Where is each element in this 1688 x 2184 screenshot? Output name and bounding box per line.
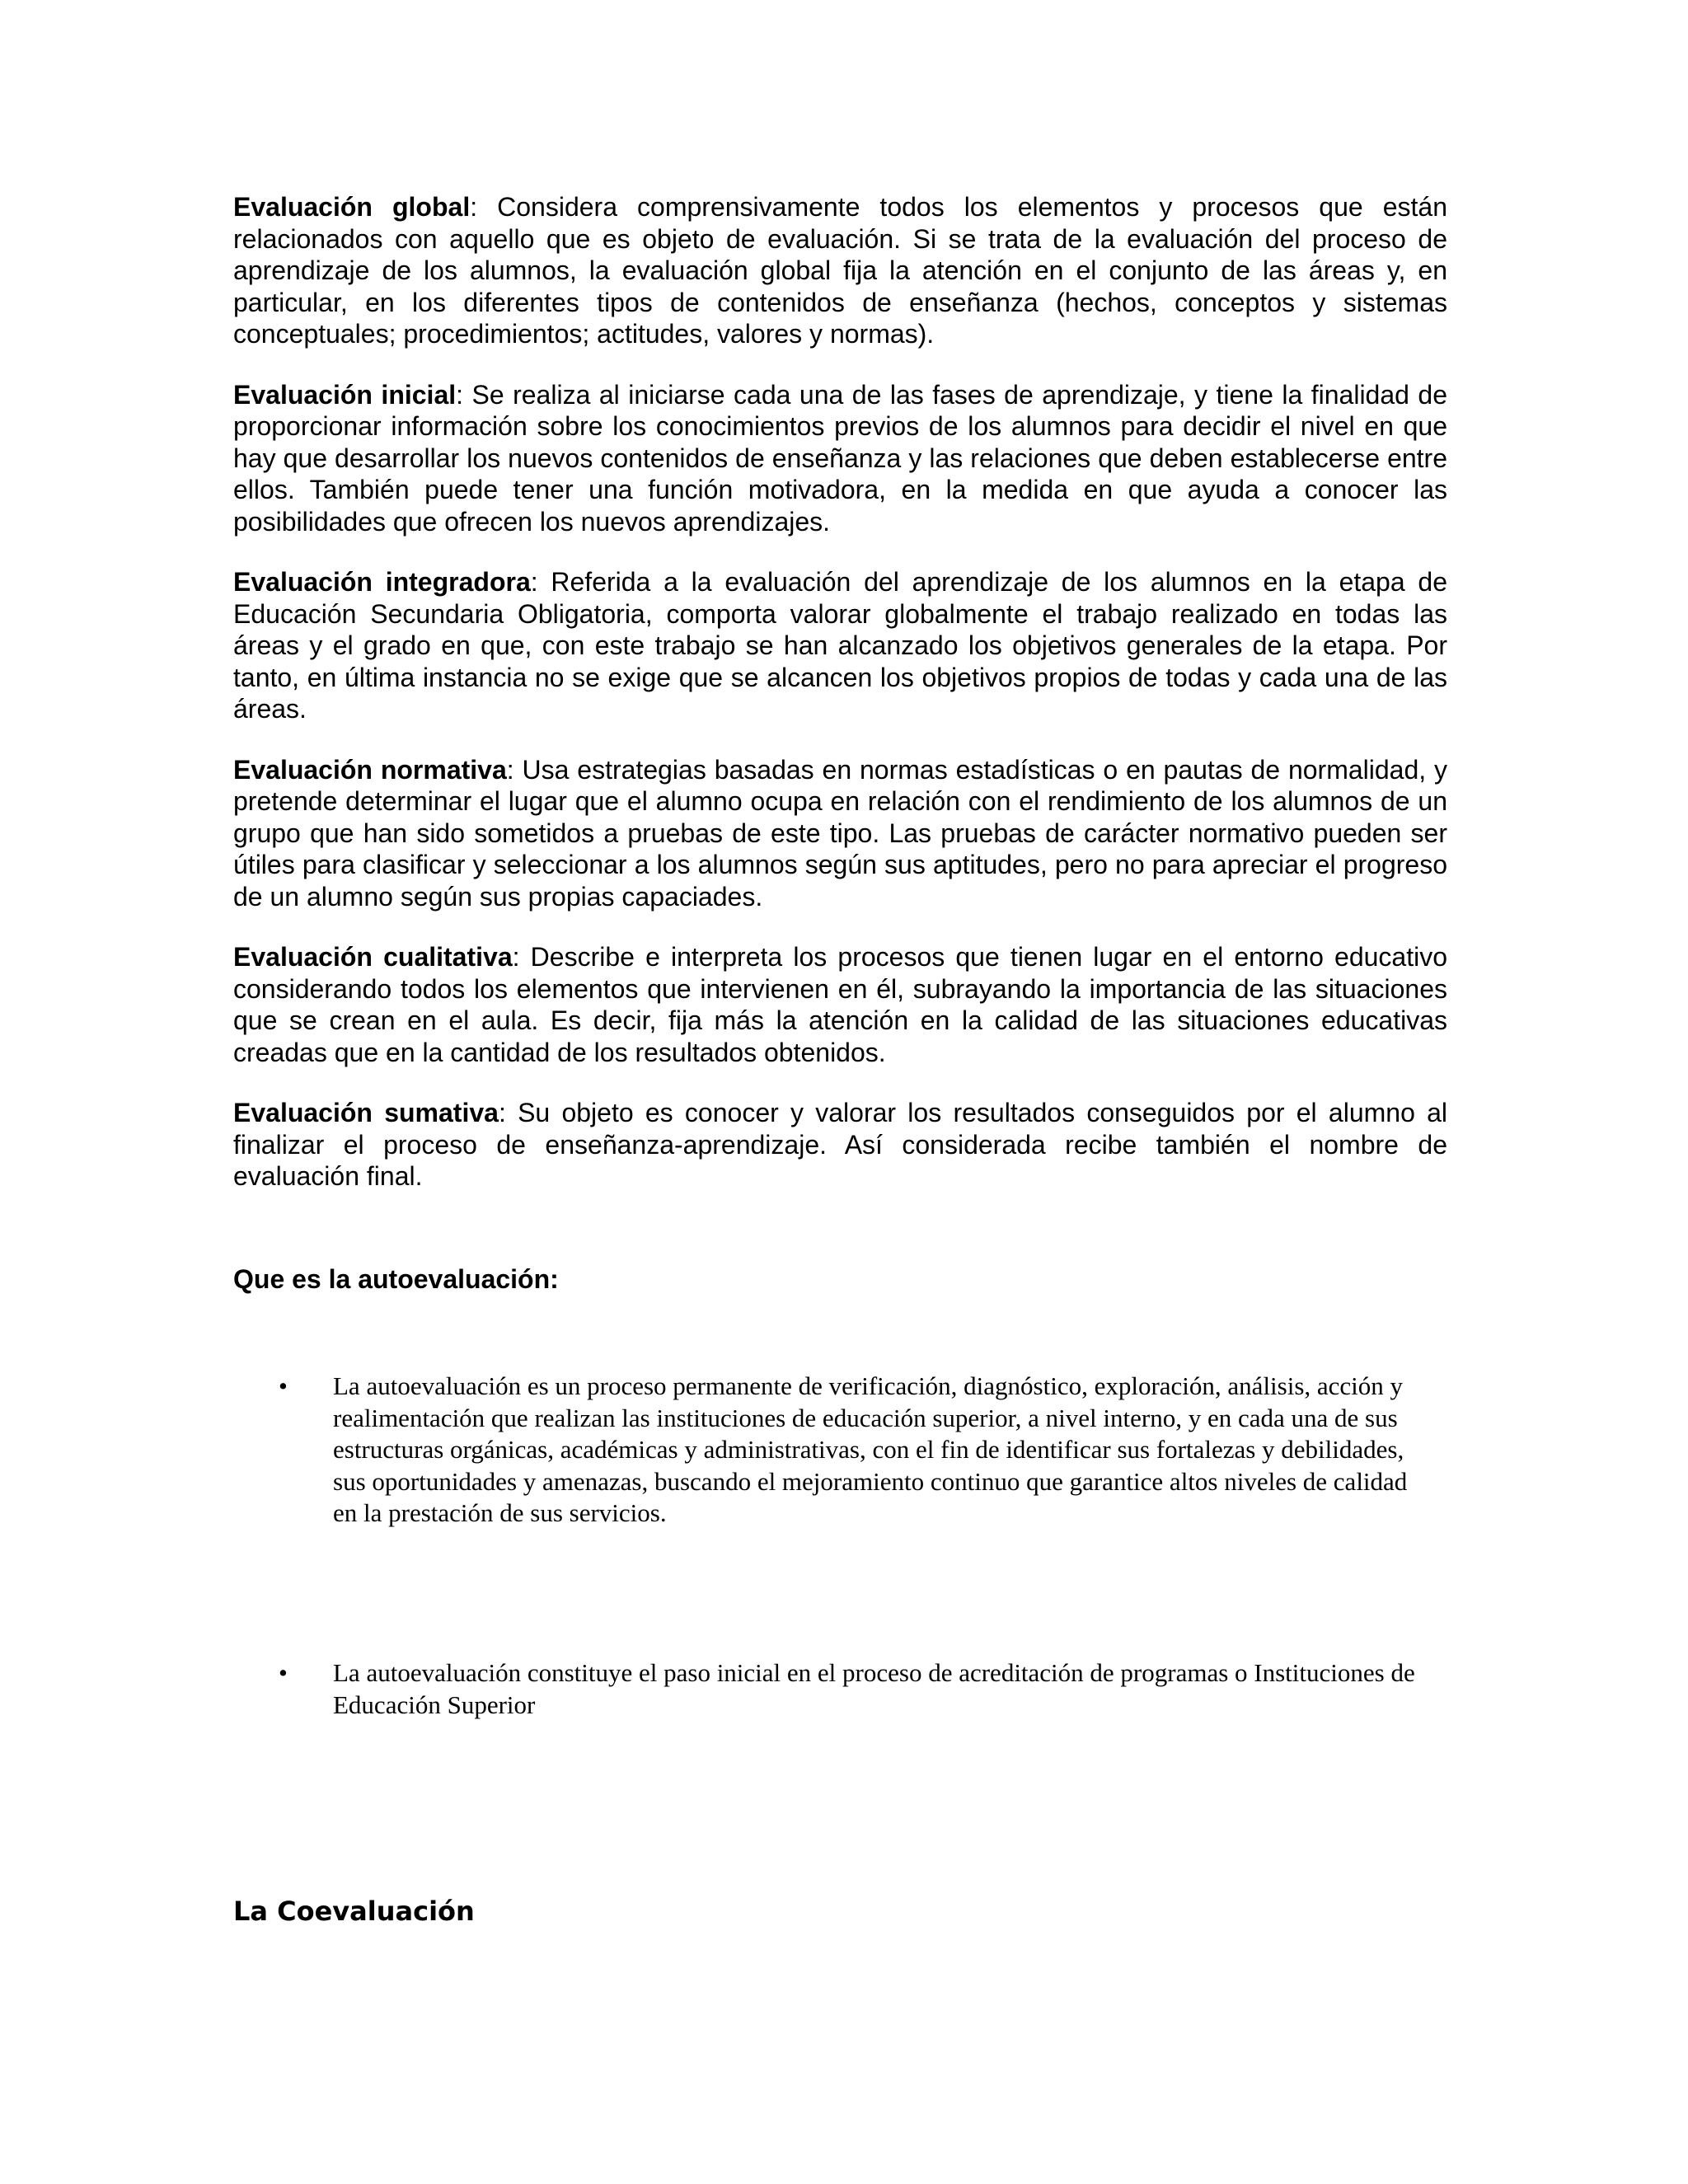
definition-term: Evaluación integradora [233, 567, 531, 597]
bullet-text: La autoevaluación constituye el paso inicial en el proceso de acreditación de programas o Instituciones de Educación Superior [333, 1658, 1415, 1719]
definition-term: Evaluación inicial [233, 379, 457, 410]
bullet-icon: • [279, 1658, 288, 1687]
definition-text: : Referida a la evaluación del aprendizaje de los alumnos en la etapa de Educación Secundaria Obligatoria, comporta valorar globalmente el trabajo realizado en todas las áreas y el grado en que, con este trabajo se han alcanzado los objetivos generales de la etapa. Por tanto, en última instancia no se exige que se alcancen los objetivos propios de todas y cada una de las áreas. [233, 567, 1448, 724]
definition-global [233, 191, 1447, 350]
definition-text: : Describe e interpreta los procesos que tienen lugar en el entorno educativo considerando todos los elementos que intervienen en él, subrayando la importancia de las situaciones que se crean en el aula. Es decir, fija más la atención en la calidad de las situaciones educativas creadas que en la cantidad de los resultados obtenidos. [233, 942, 1448, 1067]
definitions-section [233, 191, 1447, 1221]
definition-term: Evaluación normativa [233, 754, 507, 785]
bullet-icon: • [279, 1371, 288, 1400]
definition-term: Evaluación sumativa [233, 1098, 499, 1127]
autoevaluacion-bullet [279, 1657, 1416, 1721]
definition-text: : Su objeto es conocer y valorar los resultados conseguidos por el alumno al finalizar el proceso de enseñanza-aprendizaje. Así considerada recibe también el nombre de evaluación final. [233, 1098, 1448, 1191]
definition-integradora [233, 566, 1447, 725]
definition-term: Evaluación cualitativa [233, 942, 513, 972]
definition-text: : Usa estrategias basadas en normas estadísticas o en pautas de normalidad, y pretende determinar el lugar que el alumno ocupa en relación con el rendimiento de los alumnos de un grupo que han sido sometidos a pruebas de este tipo. Las pruebas de carácter normativo pueden ser útiles para clasificar y seleccionar a los alumnos según sus aptitudes, pero no para apreciar el progreso de un alumno según sus propias capaciades. [233, 754, 1448, 912]
autoevaluacion-bullet [279, 1371, 1416, 1530]
autoevaluacion-heading: Que es la autoevaluación: [233, 1264, 559, 1294]
definition-cualitativa [233, 941, 1447, 1068]
definition-term: Evaluación global [233, 192, 471, 222]
definition-text: : Considera comprensivamente todos los elementos y procesos que están relacionados con aquello que es objeto de evaluación. Si se trata de la evaluación del proceso de aprendizaje de los alumnos, la evaluación global fija la atención en el conjunto de las áreas y, en particular, en los diferentes tipos de contenidos de enseñanza (hechos, conceptos y sistemas conceptuales; procedimientos; actitudes, valores y normas). [233, 192, 1448, 349]
definition-text: : Se realiza al iniciarse cada una de las fases de aprendizaje, y tiene la finalidad de proporcionar información sobre los conocimientos previos de los alumnos para decidir el nivel en que hay que desarrollar los nuevos contenidos de enseñanza y las relaciones que deben establecerse entre ellos. También puede tener una función motivadora, en la medida en que ayuda a conocer las posibilidades que ofrecen los nuevos aprendizajes. [233, 379, 1447, 537]
coevaluacion-heading: La Coevaluación [233, 1896, 475, 1927]
definition-normativa [233, 754, 1447, 913]
definition-sumativa [233, 1097, 1447, 1193]
bullet-text: La autoevaluación es un proceso permanente de verificación, diagnóstico, exploración, análisis, acción y realimentación que realizan las instituciones de educación superior, a nivel interno, y en cada una de sus estructuras orgánicas, académicas y administrativas, con el fin de identificar sus fortalezas y debilidades, sus oportunidades y amenazas, buscando el mejoramiento continuo que garantice altos niveles de calidad en la prestación de sus servicios. [333, 1371, 1408, 1527]
definition-inicial [233, 379, 1447, 538]
